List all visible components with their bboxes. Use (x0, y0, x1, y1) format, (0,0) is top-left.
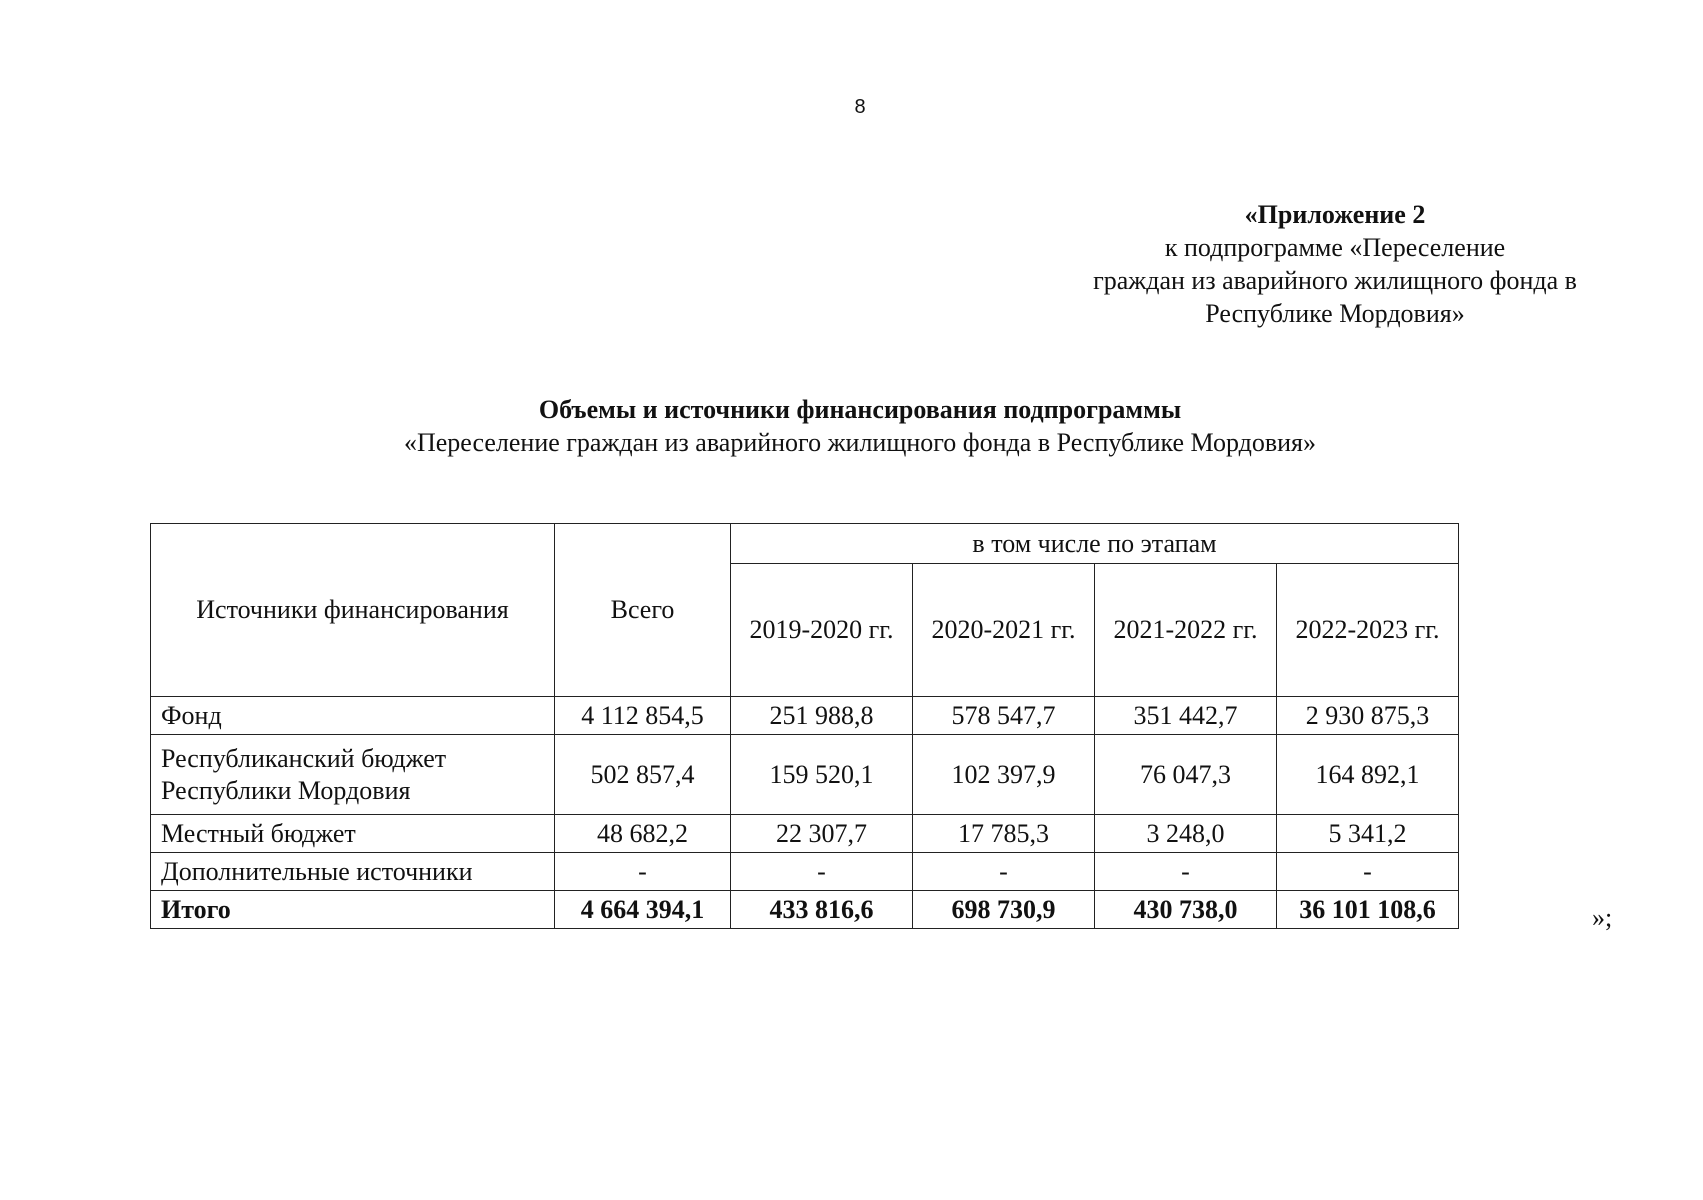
row-source (151, 735, 555, 815)
total-row-value: 36 101 108,6 (1277, 891, 1459, 929)
row-source-line-2: Республики Мордовия (161, 775, 411, 805)
appendix-line-3: Республике Мордовия» (1205, 299, 1465, 328)
row-value: 159 520,1 (731, 735, 913, 815)
header-period: 2020-2021 гг. (913, 564, 1095, 697)
appendix-title: «Приложение 2 (1244, 200, 1426, 229)
table-total-row (151, 891, 1459, 929)
total-row-value: 430 738,0 (1095, 891, 1277, 929)
page-number: 8 (854, 96, 866, 118)
row-value: 5 341,2 (1277, 815, 1459, 853)
total-row-label: Итого (151, 891, 555, 929)
header-period: 2022-2023 гг. (1277, 564, 1459, 697)
row-source: Фонд (151, 697, 555, 735)
heading-subtitle: «Переселение граждан из аварийного жилищного фонда в Республике Мордовия» (403, 428, 1317, 457)
appendix-line-2: граждан из аварийного жилищного фонда в (1093, 266, 1577, 295)
header-stages: в том числе по этапам (731, 524, 1459, 564)
row-value: - (1277, 853, 1459, 891)
table-row (151, 853, 1459, 891)
row-total: 502 857,4 (555, 735, 731, 815)
header-total: Всего (555, 524, 731, 697)
total-row-value: 698 730,9 (913, 891, 1095, 929)
row-value: 2 930 875,3 (1277, 697, 1459, 735)
row-source: Дополнительные источники (151, 853, 555, 891)
header-sources: Источники финансирования (151, 524, 555, 697)
appendix-line-1: к подпрограмме «Переселение (1164, 233, 1506, 262)
row-value: 22 307,7 (731, 815, 913, 853)
closing-quote: »; (1592, 903, 1613, 932)
document-heading (140, 393, 1580, 459)
row-value: 3 248,0 (1095, 815, 1277, 853)
row-value: - (1095, 853, 1277, 891)
table-row (151, 697, 1459, 735)
row-value: 76 047,3 (1095, 735, 1277, 815)
header-period: 2019-2020 гг. (731, 564, 913, 697)
row-source: Местный бюджет (151, 815, 555, 853)
row-value: - (731, 853, 913, 891)
header-period: 2021-2022 гг. (1095, 564, 1277, 697)
heading-title: Объемы и источники финансирования подпрограммы (538, 395, 1182, 424)
row-value: 351 442,7 (1095, 697, 1277, 735)
row-value: 17 785,3 (913, 815, 1095, 853)
row-value: 164 892,1 (1277, 735, 1459, 815)
table-header-row-1 (151, 524, 1459, 564)
financing-table (150, 523, 1459, 929)
total-row-value: 433 816,6 (731, 891, 913, 929)
row-source-line-1: Республиканский бюджет (161, 743, 447, 773)
row-value: 251 988,8 (731, 697, 913, 735)
row-total: - (555, 853, 731, 891)
table-row (151, 735, 1459, 815)
appendix-block (1060, 198, 1610, 330)
row-value: 102 397,9 (913, 735, 1095, 815)
row-value: - (913, 853, 1095, 891)
total-row-total: 4 664 394,1 (555, 891, 731, 929)
row-total: 48 682,2 (555, 815, 731, 853)
row-total: 4 112 854,5 (555, 697, 731, 735)
row-value: 578 547,7 (913, 697, 1095, 735)
table-row (151, 815, 1459, 853)
